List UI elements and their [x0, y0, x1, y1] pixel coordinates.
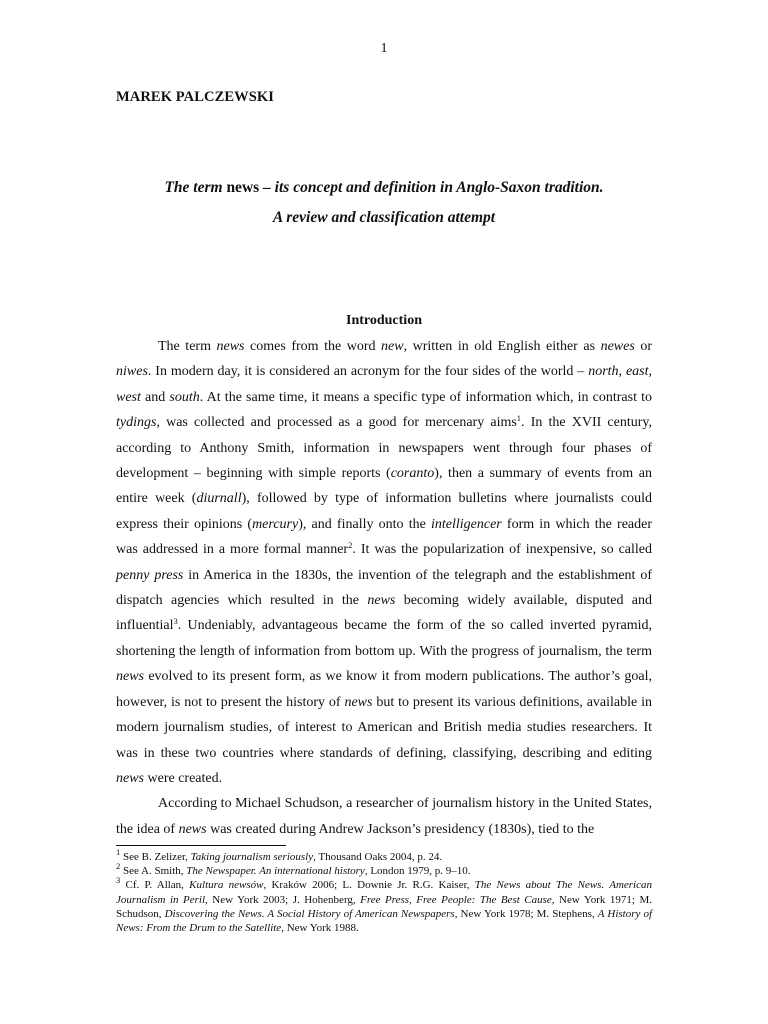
- article-title: [116, 173, 652, 233]
- text-run: , was collected and processed as a good for mercenary aims: [156, 415, 517, 431]
- text-run: See B. Zelizer,: [120, 851, 191, 863]
- text-run: See A. Smith,: [120, 865, 187, 878]
- italic-title: Discovering the News. A Social History of American Newspapers: [164, 907, 455, 920]
- text-run: . Undeniably, advantageous became the form of the so called inverted pyramid, shortening the length of information from bottom up. With the progress of journalism, the term: [116, 618, 652, 659]
- title-line-2: A review and classification attempt: [272, 209, 496, 226]
- italic-term: news: [344, 694, 373, 710]
- footnote-ref: 3: [173, 616, 178, 627]
- paragraph-2: [116, 791, 652, 842]
- italic-term: mercury: [252, 516, 299, 532]
- text-run: The term: [158, 339, 217, 354]
- title-prefix: The term: [164, 179, 227, 196]
- text-run: and: [140, 389, 170, 405]
- footnote-1: [116, 847, 652, 864]
- italic-title: The News about The News. American Journalism in Peril: [116, 879, 652, 906]
- text-run: form in which the reader was addressed in a more formal manner: [116, 516, 653, 558]
- footnote-number: 2: [116, 861, 121, 872]
- footnote-ref: 1: [516, 413, 522, 424]
- text-run: , New York 1978; M. Stephens,: [454, 907, 598, 920]
- italic-term: new: [381, 339, 404, 354]
- author-name: MAREK PALCZEWSKI: [116, 89, 275, 105]
- text-run: According to Michael Schudson, a researcher of journalism history in the United States, the idea of: [116, 796, 652, 837]
- italic-title: The Newspaper. An international history: [186, 865, 365, 878]
- page-number: 1: [380, 41, 388, 56]
- italic-term: niwes: [116, 364, 148, 380]
- italic-term: news: [367, 593, 396, 609]
- italic-term: penny press: [116, 567, 184, 583]
- text-run: or: [634, 339, 653, 354]
- text-run: ), and finally onto the: [298, 516, 431, 532]
- body-text: [116, 334, 652, 842]
- title-keyword: news: [226, 179, 260, 196]
- section-heading: Introduction: [346, 313, 422, 328]
- footnote-3: [116, 875, 652, 935]
- italic-term: news: [116, 669, 144, 685]
- italic-term: coranto: [390, 466, 435, 482]
- footnote-number: 1: [116, 847, 121, 857]
- footnotes: [116, 847, 652, 935]
- italic-term: news: [178, 821, 207, 837]
- italic-term: intelligencer: [430, 516, 502, 532]
- paragraph-1: [116, 334, 652, 791]
- italic-term: tydings: [116, 415, 157, 431]
- italic-title: Free Press, Free People: The Best Cause: [360, 893, 552, 906]
- text-run: . In modern day, it is considered an acronym for the four sides of the world –: [147, 364, 589, 380]
- footnote-ref: 2: [348, 540, 353, 551]
- italic-title: Kultura newsów: [189, 879, 264, 892]
- text-run: were created.: [144, 770, 223, 786]
- title-suffix: – its concept and definition in Anglo-Saxon tradition.: [259, 179, 604, 196]
- footnote-number: 3: [116, 875, 121, 886]
- footnote-separator: [116, 845, 286, 846]
- text-run: , London 1979, p. 9–10.: [364, 865, 471, 878]
- text-run: in America in the 1830s, the invention of the telegraph and the establishment of dispatch agencies which resulted in the: [116, 567, 652, 609]
- title-line-1: [116, 173, 652, 203]
- text-run: . At the same time, it means a specific type of information which, in contrast to: [199, 389, 652, 405]
- text-run: becoming widely available, disputed and influential: [116, 593, 652, 634]
- text-run: , Kraków 2006; L. Downie Jr. R.G. Kaiser,: [263, 879, 475, 892]
- text-run: ), followed by type of information bulletins where journalists could express their opinions (: [116, 491, 652, 532]
- text-run: ), then a summary of events from an entire week (: [116, 466, 652, 507]
- italic-term: north, east, west: [116, 364, 653, 405]
- italic-term: newes: [600, 339, 635, 354]
- text-run: comes from the word: [244, 339, 382, 354]
- italic-term: news: [116, 770, 144, 786]
- text-run: , New York 1971; M. Schudson,: [116, 893, 652, 920]
- text-run: , New York 1988.: [281, 922, 359, 935]
- text-run: but to present its various definitions, available in modern journalism studies, of interest to American and British media studies researchers. It was in these two countries where standards of defining, classifying, describing and editing: [116, 694, 652, 761]
- text-run: . In the XVII century, according to Anthony Smith, information in newspapers went through four phases of development – beginning with simple reports (: [116, 415, 652, 482]
- italic-term: news: [216, 339, 245, 354]
- italic-title: A History of News: From the Drum to the Satellite: [116, 907, 652, 935]
- text-run: evolved to its present form, as we know it from modern publications. The author’s goal, however, is not to present the history of: [116, 669, 652, 710]
- text-run: . It was the popularization of inexpensive, so called: [352, 542, 652, 558]
- text-run: , written in old English either as: [403, 339, 601, 354]
- italic-term: diurnall: [196, 491, 242, 507]
- italic-term: south: [169, 389, 200, 405]
- text-run: was created during Andrew Jackson’s presidency (1830s), tied to the: [206, 821, 595, 837]
- italic-title: Taking journalism seriously: [190, 851, 314, 863]
- text-run: Cf. P. Allan,: [120, 879, 190, 892]
- text-run: , Thousand Oaks 2004, p. 24.: [313, 851, 443, 863]
- footnote-2: [116, 861, 652, 878]
- text-run: , New York 2003; J. Hohenberg,: [205, 893, 361, 906]
